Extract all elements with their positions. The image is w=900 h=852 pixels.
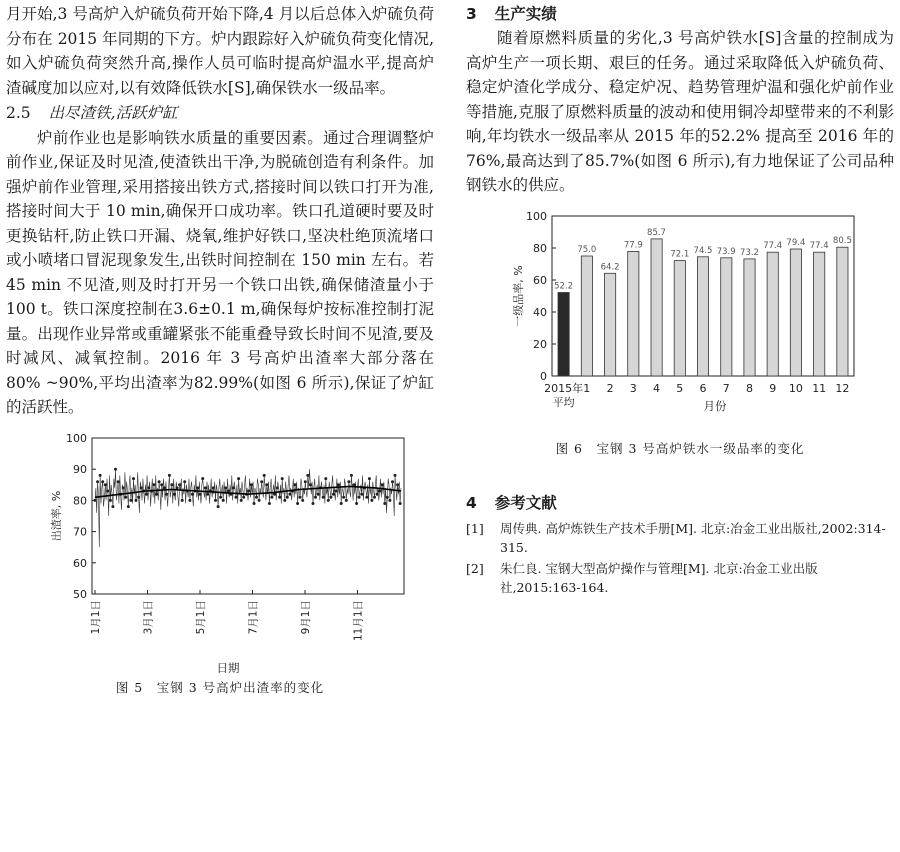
data-point: [370, 498, 373, 501]
data-point: [306, 473, 309, 476]
data-point: [340, 502, 343, 505]
data-point: [296, 502, 299, 505]
intro-paragraph: 月开始,3 号高炉入炉硫负荷开始下降,4 月以后总体入炉硫负荷分布在 2015 年同期的下方。炉内跟踪好入炉硫负荷变化情况,如入炉硫负荷突然升高,操作人员可临时提高炉温水平,提高炉渣碱度加以应对,以有效降低铁水[S],确保铁水一级品率。: [6, 5, 434, 97]
x-tick-label: 3: [629, 381, 637, 395]
data-point: [355, 502, 358, 505]
data-point: [301, 498, 304, 501]
data-point: [276, 486, 279, 489]
data-point: [394, 473, 397, 476]
left-column: [6, 0, 434, 700]
data-point: [360, 492, 363, 495]
x-tick-label: 1: [583, 381, 591, 395]
data-point: [217, 505, 220, 508]
data-point: [250, 483, 253, 486]
data-point: [386, 495, 389, 498]
data-point: [350, 473, 353, 476]
bar-month: [744, 258, 755, 375]
data-point: [163, 486, 166, 489]
bar-month: [721, 257, 732, 375]
data-point: [335, 489, 338, 492]
data-point: [388, 498, 391, 501]
data-point: [178, 483, 181, 486]
x-tick-label: 11月1日: [352, 599, 365, 641]
bar-value-label: 80.5: [832, 235, 852, 246]
data-point: [94, 498, 97, 501]
section-number: 2.5: [6, 104, 31, 122]
data-point: [153, 483, 156, 486]
y-tick-label: 60: [533, 273, 547, 287]
data-point: [199, 492, 202, 495]
bar-month: [837, 247, 848, 376]
data-point: [127, 505, 130, 508]
data-point: [165, 492, 168, 495]
x-tick-label: 7月1日: [247, 599, 260, 634]
y-tick-label: 60: [73, 556, 87, 570]
data-point: [212, 486, 215, 489]
bar-month: [767, 252, 778, 376]
data-point: [342, 495, 345, 498]
data-point: [317, 492, 320, 495]
x-tick-label: 5: [676, 381, 684, 395]
data-point: [332, 492, 335, 495]
data-point: [278, 495, 281, 498]
data-point: [265, 483, 268, 486]
bar-value-label: 73.9: [716, 246, 736, 257]
section-number: 4: [466, 494, 477, 512]
x-tick-label: 8: [746, 381, 753, 395]
data-point: [224, 486, 227, 489]
bar-month: [674, 260, 685, 375]
figure-6-caption: 图 6 宝钢 3 号高炉铁水一级品率的变化: [555, 440, 805, 456]
data-point: [294, 483, 297, 486]
data-point: [106, 489, 109, 492]
bar-value-label: 77.4: [809, 240, 829, 251]
reference-text: 朱仁良. 宝钢大型高炉操作与管理[M]. 北京:冶金工业出版社,2015:163-164.: [500, 561, 818, 595]
y-tick-label: 90: [73, 462, 87, 476]
right-column: [466, 0, 894, 597]
data-point: [191, 492, 194, 495]
figure-5-caption: 图 5 宝钢 3 号高炉出渣率的变化: [115, 679, 325, 695]
data-point: [286, 495, 289, 498]
bar-value-label: 74.5: [693, 245, 713, 256]
data-point: [122, 486, 125, 489]
bar-value-label: 64.2: [600, 261, 620, 272]
bar-month: [581, 256, 592, 376]
data-point: [196, 486, 199, 489]
data-point: [135, 498, 138, 501]
data-point: [129, 498, 132, 501]
data-point: [365, 495, 368, 498]
data-point: [183, 480, 186, 483]
data-point: [304, 480, 307, 483]
figure-6-first-grade-rate-chart: [466, 208, 894, 433]
y-tick-label: 40: [533, 305, 547, 319]
section-2-5-heading: [6, 101, 434, 126]
data-point: [111, 505, 114, 508]
bar-month: [651, 238, 662, 375]
data-point: [227, 489, 230, 492]
bar-month: [605, 273, 616, 376]
data-point: [242, 495, 245, 498]
data-point: [101, 480, 104, 483]
data-point: [214, 498, 217, 501]
x-tick-label: 5月1日: [195, 599, 207, 634]
data-point: [373, 495, 376, 498]
data-point: [176, 486, 179, 489]
data-point: [253, 502, 256, 505]
x-tick-label: 3月1日: [142, 599, 155, 634]
x-tick-label: 7: [722, 381, 730, 395]
x-axis-label: 月份: [703, 398, 727, 413]
data-point: [181, 498, 184, 501]
reference-item: [466, 559, 894, 597]
x-tick-label: 12: [835, 381, 850, 395]
data-point: [368, 477, 371, 480]
x-tick-label: 9月1日: [300, 599, 312, 634]
bar-value-label: 77.9: [623, 239, 643, 250]
plot-frame: [92, 438, 404, 594]
bar-month: [790, 249, 801, 376]
data-point: [281, 477, 284, 480]
x-axis-label: 日期: [216, 660, 240, 675]
x-tick-label: 11: [812, 381, 827, 395]
data-point: [206, 492, 209, 495]
data-point: [247, 489, 250, 492]
data-point: [381, 483, 384, 486]
y-tick-label: 70: [73, 525, 87, 539]
data-point: [204, 486, 207, 489]
data-point: [376, 492, 379, 495]
data-point: [327, 498, 330, 501]
section-title: 生产实绩: [494, 5, 557, 23]
data-point: [99, 473, 102, 476]
bar-value-label: 73.2: [740, 247, 759, 258]
data-point: [283, 498, 286, 501]
bar-value-label: 77.4: [763, 240, 783, 251]
x-tick-label: 2015年: [544, 381, 584, 395]
data-point: [114, 467, 117, 470]
y-tick-label: 100: [526, 209, 547, 223]
section-number: 3: [466, 5, 477, 23]
section-title: 出尽渣铁,活跃炉缸: [48, 104, 178, 122]
data-point: [201, 477, 204, 480]
data-point: [255, 495, 258, 498]
data-point: [155, 492, 158, 495]
data-point: [399, 502, 402, 505]
bar-2015-average: [558, 292, 569, 376]
section-3-heading: [466, 2, 894, 26]
data-point: [312, 502, 315, 505]
data-point: [263, 473, 266, 476]
data-point: [347, 480, 350, 483]
data-point: [160, 483, 163, 486]
data-point: [173, 492, 176, 495]
bar-value-label: 52.2: [554, 281, 574, 291]
x-tick-label: 平均: [552, 395, 575, 409]
reference-list: [466, 519, 894, 597]
y-axis-label: 出渣率, %: [50, 490, 63, 541]
reference-item: [466, 519, 894, 557]
bar-month: [697, 256, 708, 375]
data-point: [109, 498, 112, 501]
data-point: [140, 486, 143, 489]
data-point: [235, 495, 238, 498]
data-point: [268, 502, 271, 505]
figure-5-slag-rate-chart: [6, 426, 434, 676]
x-tick-label: 4: [653, 381, 660, 395]
data-point: [396, 483, 399, 486]
data-point: [188, 498, 191, 501]
y-tick-label: 50: [73, 587, 87, 601]
data-point: [147, 486, 150, 489]
data-point: [337, 483, 340, 486]
bar-value-label: 72.1: [670, 249, 690, 260]
data-point: [299, 495, 302, 498]
data-point: [322, 495, 325, 498]
data-point: [96, 480, 99, 483]
data-point: [324, 477, 327, 480]
slag-rate-line: [95, 469, 401, 547]
bar-month: [628, 251, 639, 376]
data-point: [358, 495, 361, 498]
x-tick-label: 2: [606, 381, 614, 395]
data-point: [104, 483, 107, 486]
section-3-body: 随着原燃料质量的劣化,3 号高炉铁水[S]含量的控制成为高炉生产一项长期、艰巨的任务。通过采取降低入炉硫负荷、稳定炉渣化学成分、稳定炉况、趋势管理炉温和强化炉前作业等措施,克服了原燃料质量的波动和使用铜冷却壁带来的不利影响,年均铁水一级品率从 2015 年的52.2% 提高至 2016 年的 76%,最高达到了85.7%(如图 6 所示),有力地保证了公司品种钢铁水的供应。: [466, 29, 894, 194]
y-tick-label: 20: [533, 337, 547, 351]
data-point: [170, 483, 173, 486]
data-point: [314, 495, 317, 498]
y-tick-label: 80: [73, 493, 87, 507]
bar-value-label: 75.0: [577, 244, 597, 255]
x-tick-label: 1月1日: [90, 599, 102, 634]
data-point: [145, 492, 148, 495]
data-point: [329, 495, 332, 498]
data-point: [240, 498, 243, 501]
data-point: [378, 489, 381, 492]
y-tick-label: 0: [540, 369, 547, 383]
data-point: [132, 477, 135, 480]
data-point: [309, 483, 312, 486]
data-point: [222, 498, 225, 501]
y-tick-label: 100: [66, 431, 87, 445]
data-point: [232, 486, 235, 489]
data-point: [391, 480, 394, 483]
reference-number: [2]: [466, 561, 484, 576]
reference-text: 周传典. 高炉炼铁生产技术手册[M]. 北京:冶金工业出版社,2002:314-315.: [500, 521, 886, 555]
data-point: [237, 477, 240, 480]
data-point: [270, 495, 273, 498]
data-point: [260, 480, 263, 483]
section-title: 参考文献: [494, 494, 557, 512]
bar-value-label: 85.7: [647, 227, 666, 238]
x-tick-label: 10: [788, 381, 803, 395]
data-point: [158, 480, 161, 483]
data-point: [383, 502, 386, 505]
reference-number: [1]: [466, 521, 484, 536]
data-point: [117, 480, 120, 483]
data-point: [219, 495, 222, 498]
data-point: [168, 473, 171, 476]
x-tick-label: 9: [769, 381, 777, 395]
data-point: [345, 498, 348, 501]
references-heading: [466, 491, 894, 515]
y-axis-label: 一级品率, %: [512, 264, 525, 327]
bar-month: [814, 252, 825, 376]
y-tick-label: 80: [533, 241, 547, 255]
section-2-5-body: 炉前作业也是影响铁水质量的重要因素。通过合理调整炉前作业,保证及时见渣,使渣铁出干净,为脱硫创造有利条件。加强炉前作业管理,采用搭接出铁方式,搭接时间以铁口打开为准,搭接时间大于 10 min,确保开口成功率。铁口孔道硬时要及时更换钻杆,防止铁口开漏、烧氧,维护好铁口,坚决杜绝顶流堵口或小喷堵口冒泥现象发生,出铁时间控制在 150 min 左右。若 45 min 不见渣,则及时打开另一个铁口出铁,确保储渣量小于 100 t。铁口深度控制在3.6±0.1 m,确保每炉按标准控制打泥量。出现作业异常或重罐紧张不能重叠导致长时间不见渣,要及时减风、减氧控制。2016 年 3 号高炉出渣率大部分落在 80% ~90%,平均出渣率为82.99%(如图 6 所示),保证了炉缸的活跃性。: [6, 128, 434, 416]
bar-value-label: 79.4: [786, 237, 806, 248]
x-tick-label: 6: [699, 381, 707, 395]
data-point: [288, 492, 291, 495]
data-point: [124, 495, 127, 498]
data-point: [258, 498, 261, 501]
data-point: [137, 495, 140, 498]
